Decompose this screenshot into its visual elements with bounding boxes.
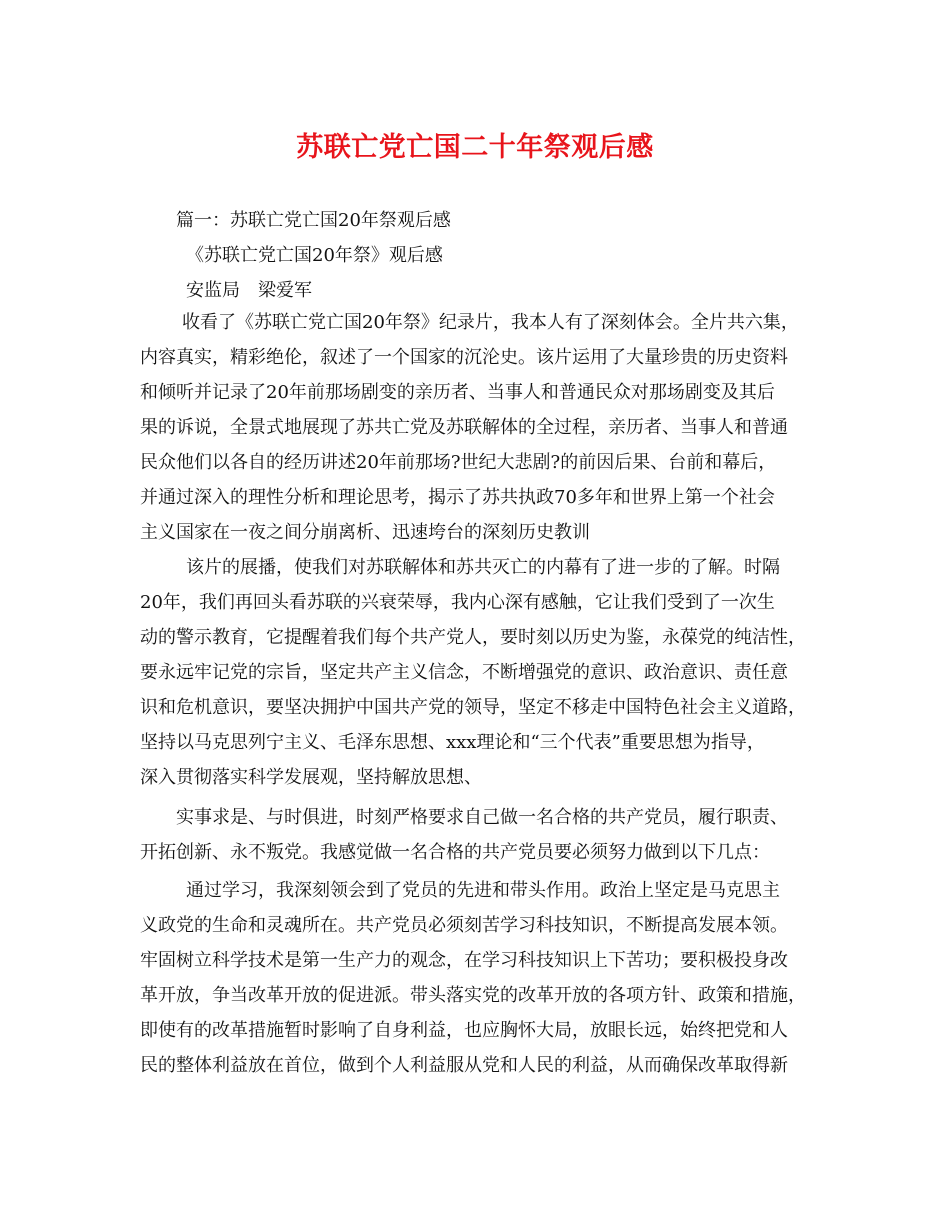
- paragraph-line: 20年，我们再回头看苏联的兴衰荣辱，我内心深有感触，它让我们受到了一次生: [140, 592, 775, 613]
- paragraph-line: 篇一：苏联亡党亡国20年祭观后感: [176, 210, 451, 231]
- paragraph-line: 收看了《苏联亡党亡国20年祭》纪录片，我本人有了深刻体会。全片共六集，: [182, 312, 799, 333]
- paragraph-line: 实事求是、与时俱进，时刻严格要求自己做一名合格的共产党员，履行职责、: [176, 807, 788, 828]
- paragraph-line: 内容真实，精彩绝伦，叙述了一个国家的沉沦史。该片运用了大量珍贵的历史资料: [140, 347, 788, 368]
- paragraph-line: 即使有的改革措施暂时影响了自身利益，也应胸怀大局，放眼长远，始终把党和人: [140, 1020, 788, 1041]
- paragraph-line: 动的警示教育，它提醒着我们每个共产党人，要时刻以历史为鉴，永葆党的纯洁性，: [140, 627, 806, 648]
- paragraph-line: 要永远牢记党的宗旨，坚定共产主义信念，不断增强党的意识、政治意识、责任意: [140, 662, 788, 683]
- paragraph-line: 该片的展播，使我们对苏联解体和苏共灭亡的内幕有了进一步的了解。时隔: [186, 557, 780, 578]
- document-title: 苏联亡党亡国二十年祭观后感: [296, 132, 654, 163]
- paragraph-line: 革开放，争当改革开放的促进派。带头落实党的改革开放的各项方针、政策和措施，: [140, 985, 806, 1006]
- paragraph-line: 义政党的生命和灵魂所在。共产党员必须刻苦学习科技知识，不断提高发展本领。: [140, 915, 788, 936]
- paragraph-line: 和倾听并记录了20年前那场剧变的亲历者、当事人和普通民众对那场剧变及其后: [140, 382, 775, 403]
- paragraph-line: 果的诉说，全景式地展现了苏共亡党及苏联解体的全过程，亲历者、当事人和普通: [140, 417, 788, 438]
- paragraph-line: 民的整体利益放在首位，做到个人利益服从党和人民的利益，从而确保改革取得新: [140, 1055, 788, 1076]
- paragraph-line: 主义国家在一夜之间分崩离析、迅速垮台的深刻历史教训: [140, 522, 590, 543]
- paragraph-line: 牢固树立科学技术是第一生产力的观念，在学习科技知识上下苦功；要积极投身改: [140, 950, 788, 971]
- paragraph-line: 坚持以马克思列宁主义、毛泽东思想、xxx理论和“三个代表”重要思想为指导，: [140, 732, 765, 753]
- paragraph-line: 民众他们以各自的经历讲述20年前那场?世纪大悲剧?的前因后果、台前和幕后，: [140, 452, 777, 473]
- paragraph-line: 并通过深入的理性分析和理论思考，揭示了苏共执政70多年和世界上第一个社会: [140, 487, 775, 508]
- paragraph-line: 安监局 梁爱军: [186, 280, 312, 301]
- paragraph-line: 通过学习，我深刻领会到了党员的先进和带头作用。政治上坚定是马克思主: [186, 880, 780, 901]
- paragraph-line: 识和危机意识，要坚决拥护中国共产党的领导，坚定不移走中国特色社会主义道路，: [140, 697, 806, 718]
- paragraph-line: 深入贯彻落实科学发展观，坚持解放思想、: [140, 767, 482, 788]
- paragraph-line: 开拓创新、永不叛党。我感觉做一名合格的共产党员要必须努力做到以下几点：: [140, 842, 770, 863]
- paragraph-line: 《苏联亡党亡国20年祭》观后感: [186, 245, 443, 266]
